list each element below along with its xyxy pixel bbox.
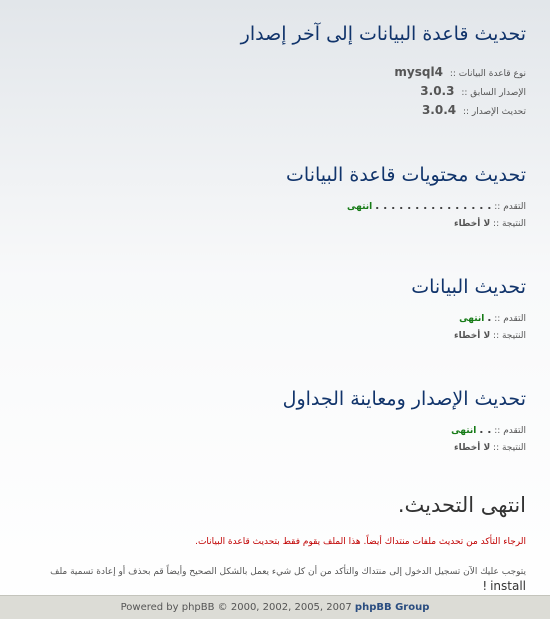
db-type-value: mysql4: [394, 65, 443, 79]
result-row: [14, 440, 526, 457]
section-data: [14, 273, 526, 345]
result-value: لا أخطاء: [454, 219, 491, 229]
updated-version-row: [14, 102, 526, 121]
progress-done: انتهى: [347, 202, 373, 212]
section-title: تحديث البيانات: [411, 276, 526, 298]
progress-label: التقدم ::: [494, 314, 526, 324]
progress-dots: . . . . . . . . . . . . . . .: [375, 199, 492, 212]
install-folder-name: install: [490, 579, 526, 593]
previous-version-label: الإصدار السابق ::: [461, 88, 526, 98]
section-version-tables: [14, 385, 526, 457]
version-info: [14, 64, 526, 121]
progress-label: التقدم ::: [494, 426, 526, 436]
login-instructions: [14, 565, 526, 595]
result-label: النتيجة ::: [493, 443, 526, 453]
progress-done: انتهى: [451, 426, 477, 436]
footer: [0, 595, 550, 619]
progress-dots: .: [487, 311, 492, 324]
section-db-contents: [14, 161, 526, 233]
section-title: تحديث الإصدار ومعاينة الجداول: [282, 388, 526, 410]
db-type-label: نوع قاعدة البيانات ::: [449, 69, 526, 79]
progress-done: انتهى: [459, 314, 485, 324]
progress-label: التقدم ::: [494, 202, 526, 212]
login-text: يتوجب عليك الآن تسجيل الدخول إلى منتداك والتأكد من أن كل شيء يعمل بالشكل الصحيح وأيضاً قم بحذف أو إعادة تسمية ملف: [50, 567, 526, 577]
result-label: النتيجة ::: [493, 331, 526, 341]
login-exclamation: !: [482, 579, 488, 593]
result-label: النتيجة ::: [493, 219, 526, 229]
result-value: لا أخطاء: [454, 443, 491, 453]
progress-row: [14, 197, 526, 216]
previous-version-value: 3.0.3: [420, 84, 455, 98]
progress-dots: . .: [479, 423, 492, 436]
progress-row: [14, 421, 526, 440]
previous-version-row: [14, 83, 526, 102]
db-type-row: [14, 64, 526, 83]
section-title: تحديث محتويات قاعدة البيانات: [286, 164, 526, 186]
result-row: [14, 216, 526, 233]
progress-row: [14, 309, 526, 328]
updated-version-value: 3.0.4: [421, 103, 457, 117]
updated-version-label: تحديث الإصدار ::: [462, 107, 526, 117]
result-row: [14, 328, 526, 345]
update-complete-title: انتهى التحديث.: [397, 493, 526, 517]
phpbb-group-link[interactable]: phpBB Group: [354, 602, 430, 613]
page-title: تحديث قاعدة البيانات إلى آخر إصدار: [240, 23, 526, 45]
update-files-warning: الرجاء التأكد من تحديث ملفات منتداك أيضاً. هذا الملف يقوم فقط بتحديث قاعدة البيانات.: [195, 537, 526, 547]
result-value: لا أخطاء: [454, 331, 491, 341]
footer-powered-by: Powered by phpBB © 2000, 2002, 2005, 2007: [120, 602, 352, 613]
